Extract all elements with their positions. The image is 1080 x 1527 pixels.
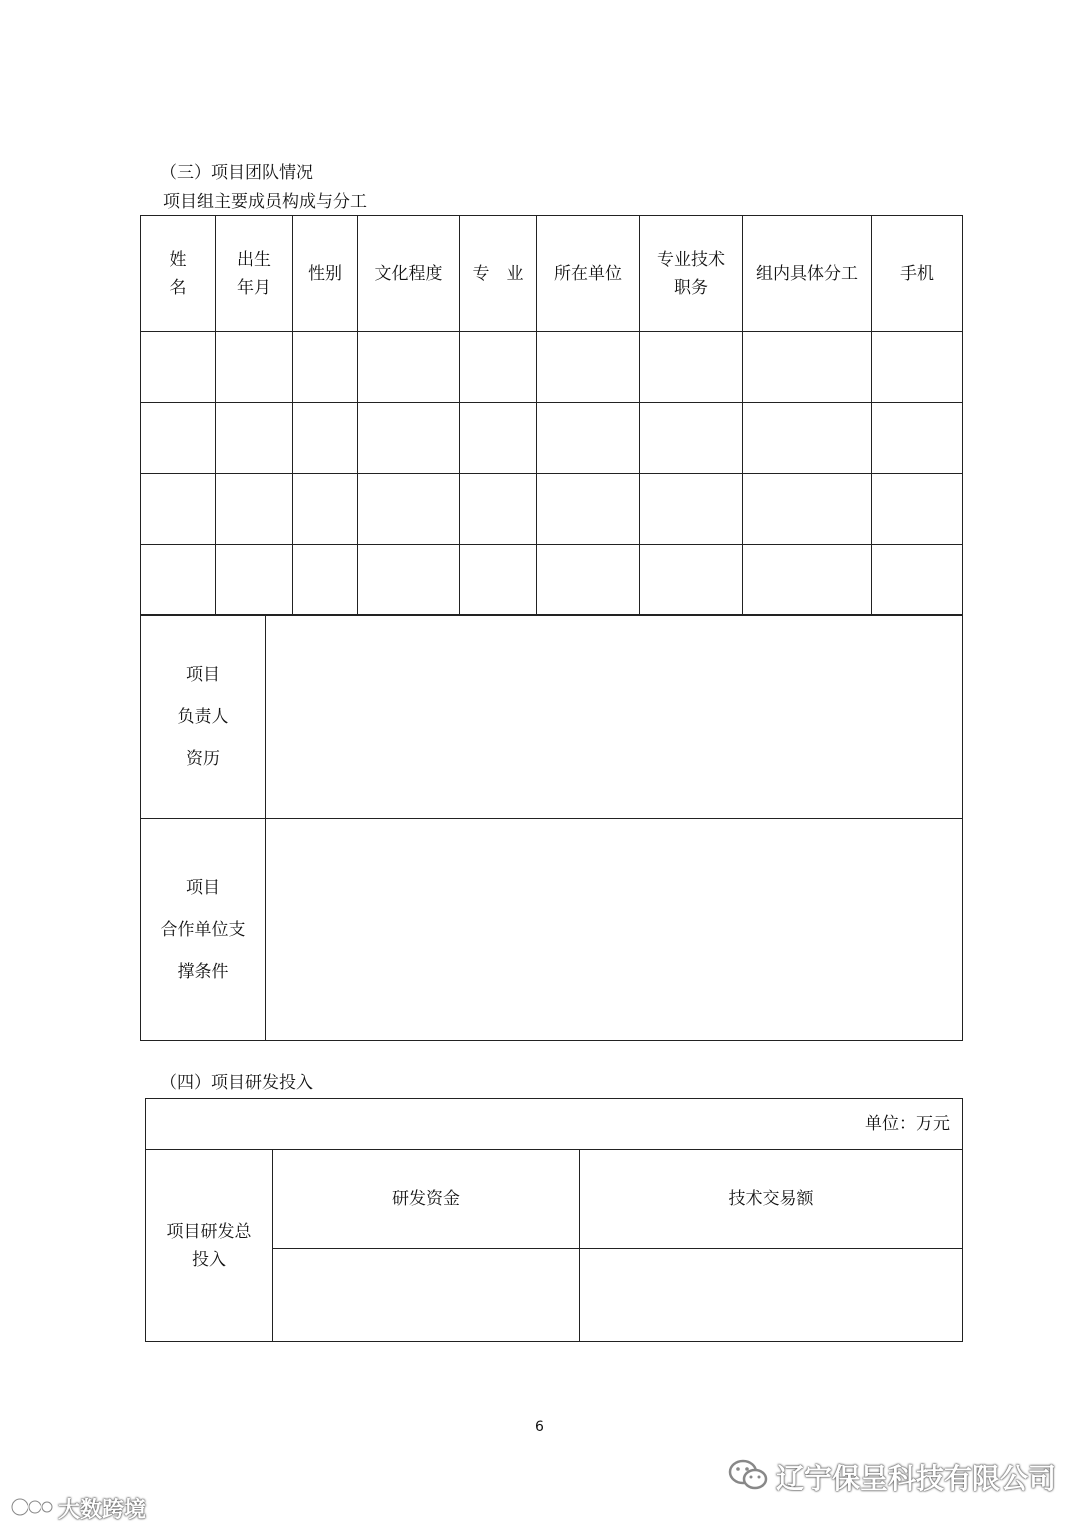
tech-trade-header: 技术交易额 bbox=[580, 1150, 963, 1249]
header-birth: 出生 年月 bbox=[216, 216, 293, 332]
table-cell[interactable] bbox=[358, 403, 460, 474]
header-gender: 性别 bbox=[293, 216, 358, 332]
watermark-right bbox=[728, 1457, 1056, 1497]
table-cell[interactable] bbox=[872, 545, 963, 616]
page-number: 6 bbox=[535, 1419, 544, 1435]
leader-content-cell[interactable] bbox=[266, 615, 963, 819]
watermark-left-text: 大数跨境 bbox=[58, 1498, 147, 1523]
table-cell[interactable] bbox=[537, 474, 640, 545]
partner-row bbox=[141, 819, 963, 1041]
table-cell[interactable] bbox=[640, 332, 743, 403]
table-row bbox=[141, 403, 963, 474]
rd-total-label: 项目研发总 投入 bbox=[146, 1150, 273, 1342]
table-cell[interactable] bbox=[358, 545, 460, 616]
table-cell[interactable] bbox=[293, 332, 358, 403]
table-cell[interactable] bbox=[460, 545, 537, 616]
table-cell[interactable] bbox=[537, 545, 640, 616]
table-cell[interactable] bbox=[537, 403, 640, 474]
table-row bbox=[141, 545, 963, 616]
leader-partner-table bbox=[140, 614, 963, 1041]
table-cell[interactable] bbox=[743, 332, 872, 403]
table-cell[interactable] bbox=[216, 403, 293, 474]
header-role: 组内具体分工 bbox=[743, 216, 872, 332]
table-row bbox=[141, 474, 963, 545]
table-cell[interactable] bbox=[293, 403, 358, 474]
table-cell[interactable] bbox=[141, 332, 216, 403]
header-major: 专 业 bbox=[460, 216, 537, 332]
table-cell[interactable] bbox=[216, 545, 293, 616]
table-cell[interactable] bbox=[358, 332, 460, 403]
partner-content-cell[interactable] bbox=[266, 819, 963, 1041]
team-header-row bbox=[141, 216, 963, 332]
table-cell[interactable] bbox=[141, 474, 216, 545]
table-cell[interactable] bbox=[743, 474, 872, 545]
rd-header-row bbox=[146, 1150, 963, 1249]
table-cell[interactable] bbox=[293, 474, 358, 545]
table-cell[interactable] bbox=[460, 403, 537, 474]
table-cell[interactable] bbox=[141, 545, 216, 616]
table-cell[interactable] bbox=[872, 332, 963, 403]
section3-heading: （三）项目团队情况 bbox=[160, 163, 313, 183]
tech-trade-value-cell[interactable] bbox=[580, 1249, 963, 1342]
table-cell[interactable] bbox=[743, 545, 872, 616]
header-name: 姓 名 bbox=[141, 216, 216, 332]
rd-funds-value-cell[interactable] bbox=[273, 1249, 580, 1342]
table-cell[interactable] bbox=[358, 474, 460, 545]
table-cell[interactable] bbox=[537, 332, 640, 403]
table-cell[interactable] bbox=[216, 474, 293, 545]
table-cell[interactable] bbox=[872, 403, 963, 474]
section4-heading: （四）项目研发投入 bbox=[160, 1073, 313, 1093]
rd-investment-table bbox=[145, 1098, 963, 1342]
table-cell[interactable] bbox=[216, 332, 293, 403]
watermark-left bbox=[10, 1493, 146, 1524]
table-cell[interactable] bbox=[460, 332, 537, 403]
table-cell[interactable] bbox=[460, 474, 537, 545]
unit-label: 单位：万元 bbox=[146, 1099, 963, 1150]
leader-row bbox=[141, 615, 963, 819]
watermark-right-text: 辽宁保呈科技有限公司 bbox=[776, 1462, 1057, 1495]
table-cell[interactable] bbox=[293, 545, 358, 616]
header-education: 文化程度 bbox=[358, 216, 460, 332]
header-title: 专业技术 职务 bbox=[640, 216, 743, 332]
team-table-caption: 项目组主要成员构成与分工 bbox=[163, 192, 367, 212]
partner-label: 项目 合作单位支 撑条件 bbox=[141, 819, 266, 1041]
table-cell[interactable] bbox=[640, 545, 743, 616]
header-phone: 手机 bbox=[872, 216, 963, 332]
unit-row bbox=[146, 1099, 963, 1150]
table-cell[interactable] bbox=[141, 403, 216, 474]
table-cell[interactable] bbox=[872, 474, 963, 545]
rd-funds-header: 研发资金 bbox=[273, 1150, 580, 1249]
source-logo-icon bbox=[10, 1495, 54, 1523]
header-employer: 所在单位 bbox=[537, 216, 640, 332]
team-table bbox=[140, 215, 963, 616]
table-cell[interactable] bbox=[640, 474, 743, 545]
leader-label: 项目 负责人 资历 bbox=[141, 615, 266, 819]
table-row bbox=[141, 332, 963, 403]
wechat-icon bbox=[728, 1458, 768, 1496]
table-cell[interactable] bbox=[640, 403, 743, 474]
table-cell[interactable] bbox=[743, 403, 872, 474]
